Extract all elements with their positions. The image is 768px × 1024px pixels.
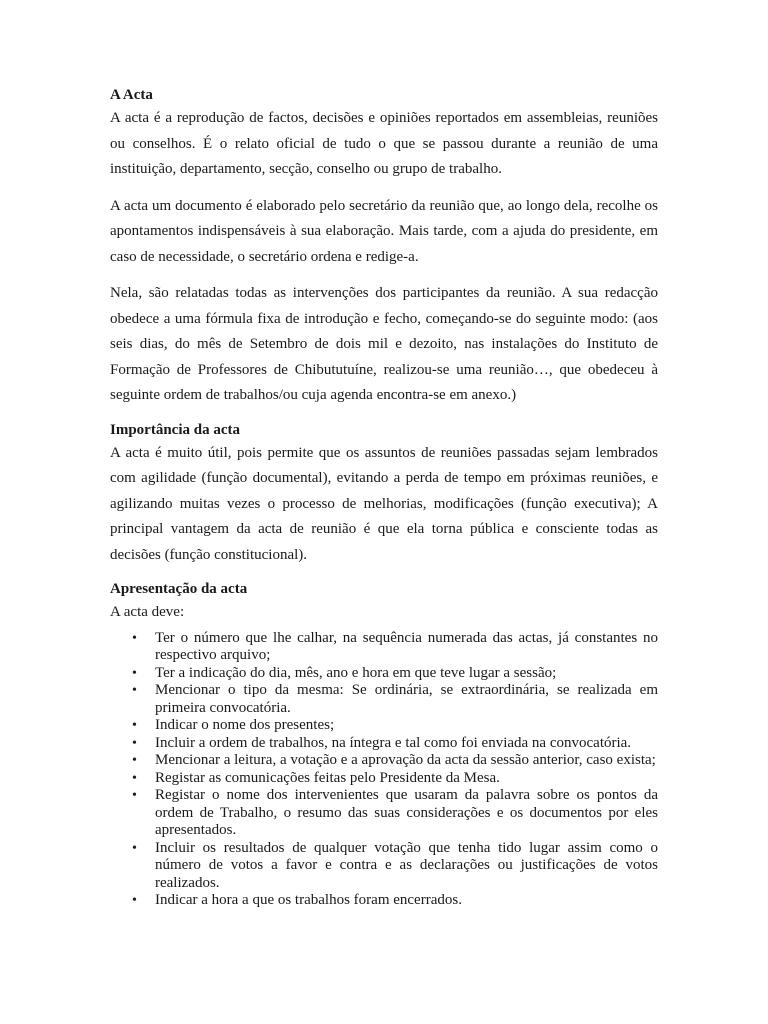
list-intro: A acta deve: [110, 604, 185, 620]
list-item: • Indicar a hora a que os trabalhos foram encerrados. [132, 892, 462, 908]
list-item: • Incluir a ordem de trabalhos, na íntegra e tal como foi enviada na convocatória. [132, 734, 632, 751]
requirements-list [110, 630, 658, 910]
paragraph-importance: A acta é muito útil, pois permite que os assuntos de reuniões passadas sejam lembrados com agilidade (função documental), evitando a perda de tempo em próximas reuniões, e agilizando muitas vezes o processo de melhorias, modificações (função executiva); A principal vantagem da acta de reunião é que ela torna pública e consciente todas as decisões (função constitucional). [110, 444, 658, 563]
bullet-icon: • [132, 735, 137, 751]
bullet-icon: • [132, 683, 137, 698]
bullet-icon: • [132, 630, 137, 646]
bullet-icon: • [132, 840, 137, 856]
list-item: • Mencionar o tipo da mesma: Se ordinária, se extraordinária, se realizada em primeira convocatória. [132, 682, 658, 716]
list-item: • Registar o nome dos intervenientes que usaram da palavra sobre os pontos da ordem de Trabalho, o resumo das suas considerações e os documentos por eles apresentados. [132, 787, 658, 838]
bullet-icon: • [132, 893, 137, 908]
heading-apresentacao: Apresentação da acta [110, 581, 248, 597]
list-item: • Ter a indicação do dia, mês, ano e hora em que teve lugar a sessão; [132, 664, 557, 681]
document-page [110, 84, 658, 910]
bullet-icon: • [132, 770, 137, 786]
paragraph-definition: A acta é a reprodução de factos, decisões e opiniões reportados em assembleias, reuniões ou conselhos. É o relato oficial de tudo o que se passou durante a reunião de uma instituição, departamento, secção, conselho ou grupo de trabalho. [110, 110, 658, 177]
bullet-icon: • [132, 788, 137, 803]
heading-importancia: Importância da acta [110, 421, 240, 438]
heading-a-acta: A Acta [110, 87, 153, 103]
paragraph-elaboration: A acta um documento é elaborado pelo secretário da reunião que, ao longo dela, recolhe os apontamentos indispensáveis à sua elaboração. Mais tarde, com a ajuda do presidente, em caso de necessidade, o secretário ordena e redige-a. [110, 197, 658, 265]
list-item: • Indicar o nome dos presentes; [132, 717, 335, 733]
list-item: • Registar as comunicações feitas pelo Presidente da Mesa. [132, 769, 500, 786]
list-item: • Incluir os resultados de qualquer votação que tenha tido lugar assim como o número de votos a favor e contra e as declarações ou justificações de votos realizados. [132, 839, 658, 891]
list-item: • Mencionar a leitura, a votação e a aprovação da acta da sessão anterior, caso exista; [132, 752, 656, 768]
bullet-icon: • [132, 665, 137, 681]
list-item: • Ter o número que lhe calhar, na sequência numerada das actas, já constantes no respectivo arquivo; [132, 629, 658, 663]
paragraph-formula: Nela, são relatadas todas as intervenções dos participantes da reunião. A sua redacção obedece a uma fórmula fixa de introdução e fecho, começando-se do seguinte modo: (aos seis dias, do mês de Setembro de dois mil e dezoito, nas instalações do Instituto de Formação de Professores de Chibututuíne, realizou-se uma reunião…, que obedeceu à seguinte ordem de trabalhos/ou cuja agenda encontra-se em anexo.) [110, 285, 658, 403]
bullet-icon: • [132, 718, 137, 733]
bullet-icon: • [132, 753, 137, 768]
